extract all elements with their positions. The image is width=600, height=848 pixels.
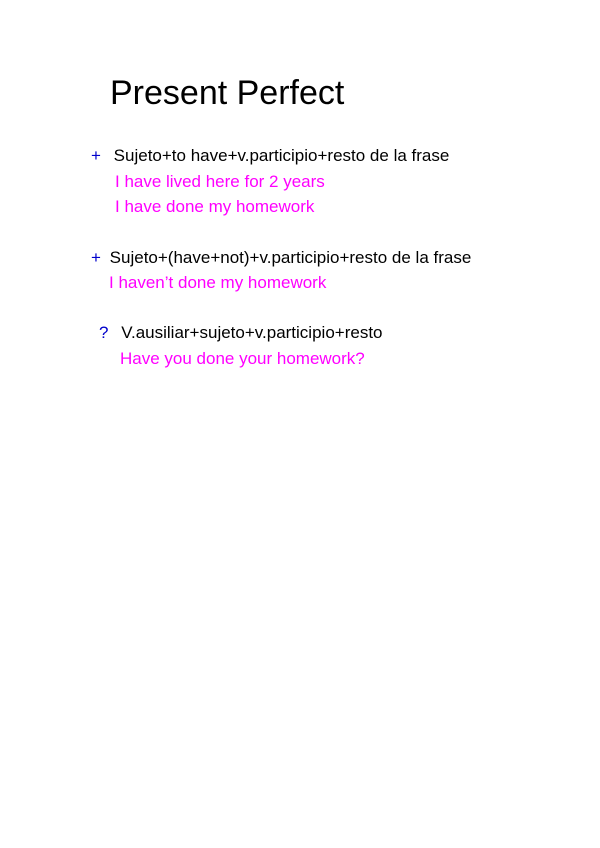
- question-symbol: ?: [99, 323, 109, 342]
- negative-example-1: I haven’t done my homework: [109, 273, 327, 292]
- question-formula: V.ausiliar+sujeto+v.participio+resto: [121, 323, 383, 342]
- page-title: Present Perfect: [110, 74, 345, 112]
- affirmative-rule: [91, 146, 449, 166]
- affirmative-example-2: I have done my homework: [115, 197, 315, 216]
- negative-formula: Sujeto+(have+not)+v.participio+resto de la frase: [109, 248, 472, 267]
- plus-symbol: +: [91, 146, 101, 165]
- plus-symbol: +: [91, 248, 101, 267]
- affirmative-example-1: I have lived here for 2 years: [115, 172, 325, 191]
- question-example-1: Have you done your homework?: [120, 349, 365, 368]
- question-rule: [99, 323, 383, 343]
- negative-rule: [91, 248, 471, 268]
- affirmative-formula: Sujeto+to have+v.participio+resto de la frase: [113, 146, 450, 165]
